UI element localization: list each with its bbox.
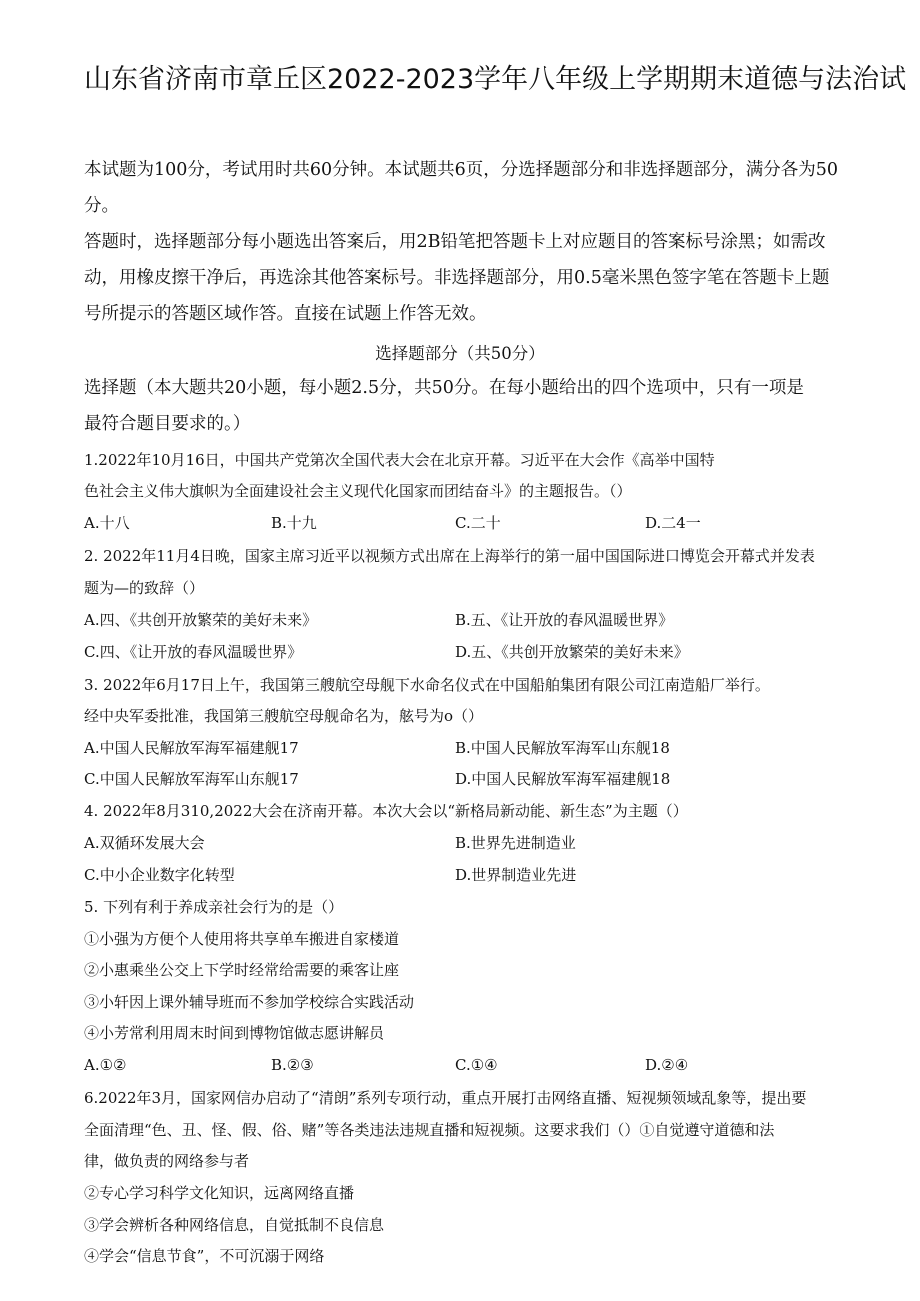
instruction-paragraph-1: 本试题为100分，考试用时共60分钟。本试题共6页，分选择题部分和非选择题部分，满分各为50分。 <box>84 160 839 216</box>
question-3-option-d: D.中国人民解放军海军福建舰18 <box>455 770 671 788</box>
question-4-option-b: B.世界先进制造业 <box>455 834 576 852</box>
question-5-item: ④小芳常利用周末时间到博物馆做志愿讲解员 <box>84 1024 385 1042</box>
question-5-option-a: A.①② <box>84 1056 127 1074</box>
question-3-stem: 经中央军委批准，我国第三艘航空母舰命名为，舷号为o（） <box>84 707 484 725</box>
question-5-item: ①小强为方便个人使用将共享单车搬进自家楼道 <box>84 930 400 948</box>
question-6-stem: 律，做负责的网络参与者 <box>84 1152 250 1170</box>
question-1-option-c: C.二十 <box>455 514 501 532</box>
question-2-stem: 2. 2022年11月4日晚，国家主席习近平以视频方式出席在上海举行的第一届中国国际进口博览会开幕式并发表 <box>84 547 815 565</box>
question-5-item: ③小轩因上课外辅导班而不参加学校综合实践活动 <box>84 993 415 1011</box>
question-5-option-d: D.②④ <box>645 1056 689 1074</box>
question-3-option-c: C.中国人民解放军海军山东舰17 <box>84 770 299 788</box>
page-title: 山东省济南市章丘区2022-2023学年八年级上学期期末道德与法治试 <box>84 64 907 95</box>
question-3-stem: 3. 2022年6月17日上午，我国第三艘航空母舰下水命名仪式在中国船舶集团有限公司江南造船厂举行。 <box>84 676 770 694</box>
question-1-stem: 色社会主义伟大旗帜为全面建设社会主义现代化国家而团结奋斗》的主题报告。（） <box>84 482 632 500</box>
question-1-option-a: A.十八 <box>84 514 130 532</box>
question-6-stem: 6.2022年3月，国家网信办启动了“清朗”系列专项行动，重点开展打击网络直播、短视频领域乱象等，提出要 <box>84 1089 807 1107</box>
question-4-option-c: C.中小企业数字化转型 <box>84 866 235 884</box>
section-description-line: 选择题（本大题共20小题，每小题2.5分，共50分。在每小题给出的四个选项中，只有一项是 <box>84 378 804 398</box>
question-2-stem: 题为—的致辞（） <box>84 579 205 597</box>
question-2-option-c: C.四、《让开放的春风温暖世界》 <box>84 643 303 661</box>
question-3-option-b: B.中国人民解放军海军山东舰18 <box>455 739 670 757</box>
question-4-option-d: D.世界制造业先进 <box>455 866 577 884</box>
question-6-item: ③学会辨析各种网络信息，自觉抵制不良信息 <box>84 1216 385 1234</box>
question-2-option-b: B.五、《让开放的春风温暖世界》 <box>455 611 674 629</box>
section-title: 选择题部分（共50分） <box>375 344 545 363</box>
question-2-option-a: A.四、《共创开放繁荣的美好未来》 <box>84 611 318 629</box>
question-1-option-d: D.二4一 <box>645 514 701 532</box>
question-6-item: ④学会“信息节食”，不可沉溺于网络 <box>84 1247 325 1265</box>
question-4-option-a: A.双循环发展大会 <box>84 834 205 852</box>
question-5-item: ②小惠乘坐公交上下学时经常给需要的乘客让座 <box>84 961 400 979</box>
question-6-stem: 全面清理“色、丑、怪、假、俗、赌”等各类违法违规直播和短视频。这要求我们（）①自觉遵守道德和法 <box>84 1121 775 1139</box>
question-2-option-d: D.五、《共创开放繁荣的美好未来》 <box>455 643 689 661</box>
question-5-option-b: B.②③ <box>271 1056 314 1074</box>
section-description-line: 最符合题目要求的。） <box>84 414 251 434</box>
question-5-stem: 5. 下列有利于养成亲社会行为的是（） <box>84 898 344 916</box>
question-5-option-c: C.①④ <box>455 1056 498 1074</box>
instruction-paragraph-2: 答题时，选择题部分每小题选出答案后，用2B铅笔把答题卡上对应题目的答案标号涂黑；如需改动，用橡皮擦干净后，再选涂其他答案标号。非选择题部分，用0.5毫米黑色签字笔在答题卡上题号所提示的答题区域作答。直接在试题上作答无效。 <box>84 232 830 324</box>
question-1-option-b: B.十九 <box>271 514 317 532</box>
question-4-stem: 4. 2022年8月310,2022大会在济南开幕。本次大会以“新格局新动能、新生态”为主题（） <box>84 802 688 820</box>
question-6-item: ②专心学习科学文化知识，远离网络直播 <box>84 1184 355 1202</box>
question-1-stem: 1.2022年10月16日，中国共产党第次全国代表大会在北京开幕。习近平在大会作《高举中国特 <box>84 451 715 469</box>
question-3-option-a: A.中国人民解放军海军福建舰17 <box>84 739 299 757</box>
